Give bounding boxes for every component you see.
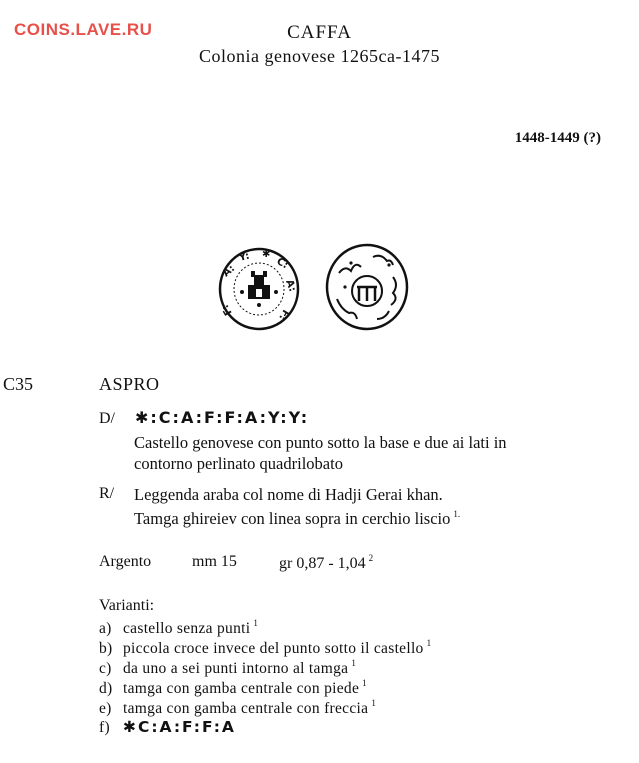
metal: Argento: [99, 553, 152, 570]
reverse-description-text: Tamga ghireiev con linea sopra in cerchio liscio: [134, 509, 451, 528]
variant-letter: d): [99, 680, 113, 697]
variant-item: [99, 698, 376, 718]
obverse-description-line1: Castello genovese con punto sotto la base e due ai lati in: [134, 433, 507, 452]
variant-text: tamga con gamba centrale con piede: [123, 680, 360, 697]
variant-letter: c): [99, 660, 112, 677]
variant-item: [99, 658, 356, 678]
reverse-description-line1: Leggenda araba col nome di Hadji Gerai khan.: [134, 485, 443, 504]
weight: [279, 553, 373, 573]
coin-reverse-image: [325, 243, 409, 331]
variant-item: [99, 638, 431, 658]
denomination: ASPRO: [99, 374, 160, 394]
svg-text:A:: A:: [220, 263, 238, 280]
watermark: COINS.LAVE.RU: [14, 20, 153, 39]
variant-letter: b): [99, 640, 113, 657]
weight-value: gr 0,87 - 1,04: [279, 555, 366, 572]
footnote-ref: 1: [371, 698, 377, 708]
obverse-label: D/: [99, 410, 115, 427]
varianti-title: Varianti:: [99, 597, 155, 614]
footnote-ref: 2: [368, 553, 374, 563]
svg-text:A:: A:: [283, 278, 298, 294]
variant-item: [99, 678, 367, 698]
variant-text: ✱C:A:F:F:A: [123, 718, 236, 736]
variant-letter: e): [99, 700, 112, 717]
diameter: mm 15: [192, 553, 237, 570]
date-range: 1448-1449 (?): [514, 130, 601, 146]
svg-text:C:: C:: [274, 256, 290, 272]
svg-text:F:: F:: [219, 302, 235, 317]
svg-text:✱: ✱: [262, 249, 271, 260]
footnote-ref: 1: [426, 638, 432, 648]
variant-text: castello senza punti: [123, 620, 251, 637]
footnote-ref: 1: [362, 678, 367, 688]
variant-item: [99, 618, 258, 638]
obverse-legend: ✱:C:A:F:F:A:Y:Y:: [135, 408, 310, 427]
footnote-ref: 1: [253, 618, 259, 628]
catalog-number: C35: [3, 374, 34, 394]
svg-text:Y:: Y:: [237, 250, 251, 264]
page-title: CAFFA: [287, 22, 352, 43]
variant-item: [99, 718, 236, 737]
variant-text: tamga con gamba centrale con freccia: [123, 700, 369, 717]
coin-obverse-image: [218, 247, 300, 331]
variant-letter: f): [99, 719, 110, 736]
reverse-label: R/: [99, 485, 115, 502]
variant-letter: a): [99, 620, 112, 637]
footnote-ref: 1.: [453, 509, 461, 519]
page-subtitle: Colonia genovese 1265ca-1475: [199, 46, 440, 66]
variant-text: da uno a sei punti intorno al tamga: [123, 660, 349, 677]
obverse-description-line2: contorno perlinato quadrilobato: [134, 454, 343, 473]
variant-text: piccola croce invece del punto sotto il castello: [123, 640, 424, 657]
reverse-description-line2: [134, 509, 460, 529]
footnote-ref: 1: [351, 658, 357, 668]
svg-text:F:: F:: [276, 307, 291, 322]
